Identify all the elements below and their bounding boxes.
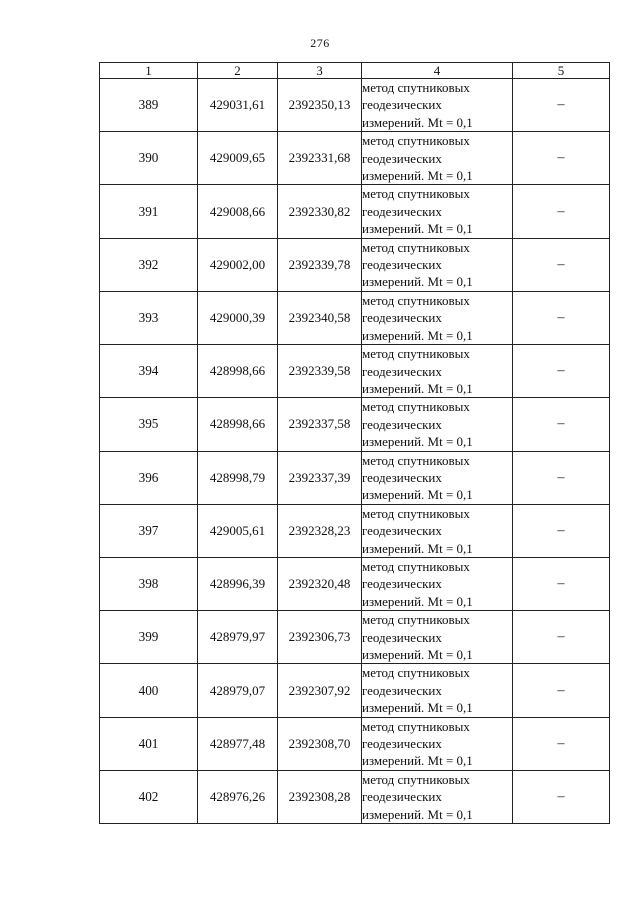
y-coordinate-cell: 2392337,39 (278, 451, 362, 504)
note-cell: – (513, 132, 610, 185)
table-header-row (100, 63, 610, 79)
x-coordinate-cell: 428998,66 (198, 398, 278, 451)
y-coordinate-cell: 2392337,58 (278, 398, 362, 451)
point-number-cell: 402 (100, 770, 198, 823)
note-cell: – (513, 291, 610, 344)
point-number-cell: 398 (100, 557, 198, 610)
y-coordinate-cell: 2392340,58 (278, 291, 362, 344)
method-text-line: измерений. Mt = 0,1 (362, 806, 473, 822)
y-coordinate-cell: 2392331,68 (278, 132, 362, 185)
method-text-line: геодезических (362, 469, 442, 485)
method-text-line: геодезических (362, 203, 442, 219)
table-row (100, 770, 610, 823)
method-cell (362, 238, 513, 291)
note-cell: – (513, 717, 610, 770)
note-cell: – (513, 185, 610, 238)
note-cell: – (513, 79, 610, 132)
note-cell: – (513, 238, 610, 291)
point-number-cell: 390 (100, 132, 198, 185)
coordinates-table (99, 62, 610, 824)
point-number-cell: 400 (100, 664, 198, 717)
y-coordinate-cell: 2392339,78 (278, 238, 362, 291)
point-number-cell: 392 (100, 238, 198, 291)
method-cell (362, 398, 513, 451)
point-number-cell: 389 (100, 79, 198, 132)
table-row (100, 557, 610, 610)
method-cell (362, 611, 513, 664)
method-cell (362, 291, 513, 344)
x-coordinate-cell: 429002,00 (198, 238, 278, 291)
x-coordinate-cell: 428996,39 (198, 557, 278, 610)
method-text-line: геодезических (362, 629, 442, 645)
y-coordinate-cell: 2392308,28 (278, 770, 362, 823)
note-cell: – (513, 611, 610, 664)
method-text-line: метод спутниковых (362, 80, 470, 95)
method-text-line: метод спутниковых (362, 558, 470, 574)
y-coordinate-cell: 2392306,73 (278, 611, 362, 664)
x-coordinate-cell: 428998,79 (198, 451, 278, 504)
method-text-line: метод спутниковых (362, 452, 470, 468)
method-text-line: измерений. Mt = 0,1 (362, 700, 473, 716)
table-row (100, 238, 610, 291)
method-text-line: геодезических (362, 736, 442, 752)
x-coordinate-cell: 428979,07 (198, 664, 278, 717)
method-text-line: геодезических (362, 97, 442, 113)
method-text-line: геодезических (362, 576, 442, 592)
table-row (100, 504, 610, 557)
column-header: 3 (278, 63, 362, 79)
x-coordinate-cell: 429008,66 (198, 185, 278, 238)
y-coordinate-cell: 2392328,23 (278, 504, 362, 557)
method-text-line: измерений. Mt = 0,1 (362, 327, 473, 343)
y-coordinate-cell: 2392330,82 (278, 185, 362, 238)
x-coordinate-cell: 429031,61 (198, 79, 278, 132)
table-row (100, 664, 610, 717)
table-row (100, 717, 610, 770)
note-cell: – (513, 557, 610, 610)
method-cell (362, 770, 513, 823)
note-cell: – (513, 398, 610, 451)
method-cell (362, 345, 513, 398)
method-cell (362, 504, 513, 557)
x-coordinate-cell: 429009,65 (198, 132, 278, 185)
table-row (100, 79, 610, 132)
column-header: 4 (362, 63, 513, 79)
method-cell (362, 717, 513, 770)
method-text-line: измерений. Mt = 0,1 (362, 434, 473, 450)
method-text-line: метод спутниковых (362, 771, 470, 787)
method-cell (362, 557, 513, 610)
method-text-line: геодезических (362, 523, 442, 539)
method-text-line: измерений. Mt = 0,1 (362, 168, 473, 184)
column-header: 5 (513, 63, 610, 79)
note-cell: – (513, 451, 610, 504)
column-header: 1 (100, 63, 198, 79)
method-text-line: измерений. Mt = 0,1 (362, 380, 473, 396)
method-text-line: измерений. Mt = 0,1 (362, 221, 473, 237)
method-cell (362, 185, 513, 238)
method-text-line: измерений. Mt = 0,1 (362, 114, 473, 130)
y-coordinate-cell: 2392307,92 (278, 664, 362, 717)
method-text-line: метод спутниковых (362, 133, 470, 149)
y-coordinate-cell: 2392308,70 (278, 717, 362, 770)
method-text-line: измерений. Mt = 0,1 (362, 487, 473, 503)
y-coordinate-cell: 2392350,13 (278, 79, 362, 132)
method-text-line: измерений. Mt = 0,1 (362, 274, 473, 290)
method-text-line: геодезических (362, 150, 442, 166)
method-text-line: метод спутниковых (362, 399, 470, 415)
method-text-line: метод спутниковых (362, 186, 470, 202)
page-number: 276 (310, 36, 330, 50)
method-text-line: метод спутниковых (362, 665, 470, 681)
method-cell (362, 664, 513, 717)
point-number-cell: 396 (100, 451, 198, 504)
table-row (100, 132, 610, 185)
column-header: 2 (198, 63, 278, 79)
method-text-line: измерений. Mt = 0,1 (362, 647, 473, 662)
table-row (100, 398, 610, 451)
note-cell: – (513, 770, 610, 823)
method-text-line: измерений. Mt = 0,1 (362, 753, 473, 769)
method-text-line: измерений. Mt = 0,1 (362, 540, 473, 556)
method-text-line: геодезических (362, 363, 442, 379)
method-text-line: геодезических (362, 682, 442, 698)
table-row (100, 345, 610, 398)
x-coordinate-cell: 428976,26 (198, 770, 278, 823)
point-number-cell: 397 (100, 504, 198, 557)
method-text-line: метод спутниковых (362, 612, 470, 628)
method-cell (362, 451, 513, 504)
note-cell: – (513, 504, 610, 557)
table-row (100, 451, 610, 504)
method-text-line: геодезических (362, 310, 442, 326)
x-coordinate-cell: 429000,39 (198, 291, 278, 344)
method-text-line: метод спутниковых (362, 505, 470, 521)
table-body (100, 79, 610, 824)
point-number-cell: 401 (100, 717, 198, 770)
point-number-cell: 393 (100, 291, 198, 344)
method-text-line: метод спутниковых (362, 346, 470, 362)
x-coordinate-cell: 428977,48 (198, 717, 278, 770)
point-number-cell: 399 (100, 611, 198, 664)
method-text-line: измерений. Mt = 0,1 (362, 593, 473, 609)
method-text-line: метод спутниковых (362, 718, 470, 734)
table-row (100, 291, 610, 344)
y-coordinate-cell: 2392339,58 (278, 345, 362, 398)
method-cell (362, 132, 513, 185)
note-cell: – (513, 664, 610, 717)
y-coordinate-cell: 2392320,48 (278, 557, 362, 610)
table-row (100, 185, 610, 238)
method-text-line: метод спутниковых (362, 292, 470, 308)
note-cell: – (513, 345, 610, 398)
method-text-line: геодезических (362, 789, 442, 805)
method-text-line: геодезических (362, 257, 442, 273)
table-row (100, 611, 610, 664)
method-text-line: геодезических (362, 416, 442, 432)
method-cell (362, 79, 513, 132)
point-number-cell: 394 (100, 345, 198, 398)
point-number-cell: 395 (100, 398, 198, 451)
method-text-line: метод спутниковых (362, 239, 470, 255)
x-coordinate-cell: 428998,66 (198, 345, 278, 398)
x-coordinate-cell: 429005,61 (198, 504, 278, 557)
x-coordinate-cell: 428979,97 (198, 611, 278, 664)
point-number-cell: 391 (100, 185, 198, 238)
